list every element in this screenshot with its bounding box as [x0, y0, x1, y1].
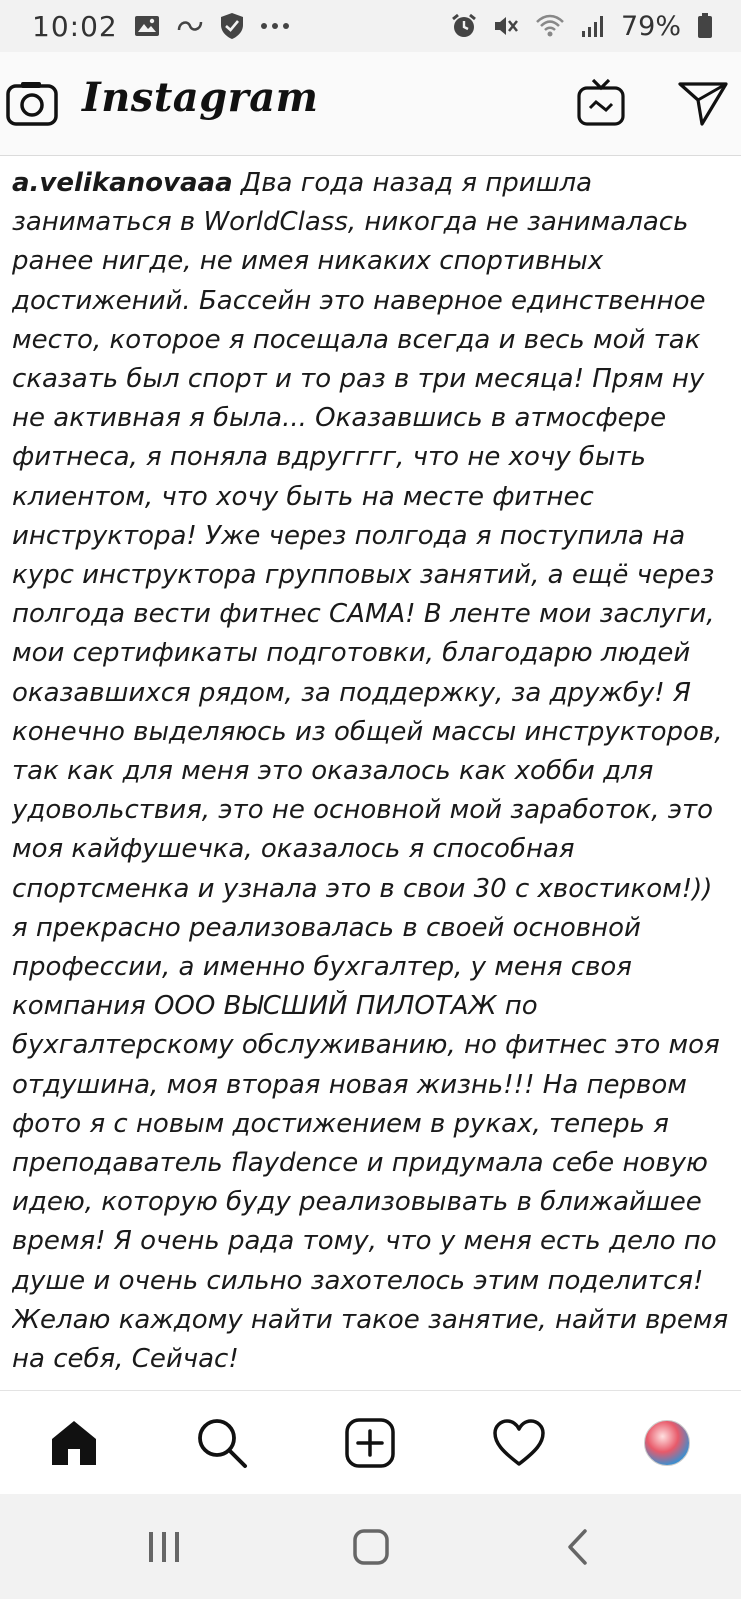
- profile-avatar[interactable]: [627, 1403, 707, 1483]
- search-icon[interactable]: [182, 1403, 262, 1483]
- bottom-nav: [0, 1390, 741, 1494]
- home-icon[interactable]: [34, 1403, 114, 1483]
- more-icon: [260, 22, 290, 30]
- battery-percent: 79%: [620, 10, 681, 42]
- direct-send-icon[interactable]: [678, 80, 728, 130]
- post-caption: [12, 164, 732, 1384]
- activity-heart-icon[interactable]: [479, 1403, 559, 1483]
- mute-icon: [493, 13, 519, 39]
- recent-apps-icon[interactable]: [124, 1507, 204, 1587]
- back-icon[interactable]: [538, 1507, 618, 1587]
- battery-icon: [697, 13, 713, 39]
- alarm-icon: [451, 13, 477, 39]
- status-bar: [0, 0, 741, 52]
- instagram-logo[interactable]: Instagram: [82, 74, 319, 121]
- wifi-icon: [535, 14, 565, 38]
- new-post-icon[interactable]: [330, 1403, 410, 1483]
- camera-icon[interactable]: [6, 80, 58, 130]
- signal-icon: [581, 14, 605, 38]
- caption-text: Два года назад я пришла заниматься в WorldClass, никогда не занималась ранее нигде, не имея никаких спортивных достижений. Бассейн это наверное единственное место, которое я посещала всегда и весь мой так сказать был спорт и то раз в три месяца! Прям ну не активная я была... Оказавшись в атмосфере фитнеса, я поняла вдругггг, что не хочу быть клиентом, что хочу быть на месте фитнес инструктора! Уже через полгода я поступила на курс инструктора групповых занятий, а ещё через полгода вести фитнес САМА! В ленте мои заслуги, мои сертификаты подготовки, благодарю людей оказавшихся рядом, за поддержку, за дружбу! Я конечно выделяюсь из общей массы инструкторов, так как для меня это оказалось как хобби для удовольствия, это не основной мой заработок, это моя кайфушечка, оказалось я способная спортсменка и узнала это в свои 30 с хвостиком!)) я прекрасно реализовалась в своей основной профессии, а именно бухгалтер, у меня своя компания ООО ВЫСШИЙ ПИЛОТАЖ по бухгалтерскому обслуживанию, но фитнес это моя отдушина, моя вторая новая жизнь!!! На первом фото я с новым достижением в руках, теперь я преподаватель flaydence и придумала себе новую идею, которую буду реализовывать в ближайшее время! Я очень рада тому, что у меня есть дело по душе и очень сильно захотелось этим поделится! Желаю каждому найти такое занятие, найти время на себя, Сейчас!: [12, 168, 729, 1375]
- igtv-icon[interactable]: [576, 78, 626, 132]
- system-nav-bar: [0, 1494, 741, 1599]
- home-button-icon[interactable]: [331, 1507, 411, 1587]
- caption-username[interactable]: a.velikanovaaa: [12, 168, 233, 198]
- app-header: [0, 52, 741, 156]
- shield-icon: [220, 12, 244, 40]
- link-icon: [176, 16, 204, 36]
- avatar-image: [644, 1420, 690, 1466]
- gallery-icon: [134, 15, 160, 37]
- status-time: 10:02: [32, 9, 118, 43]
